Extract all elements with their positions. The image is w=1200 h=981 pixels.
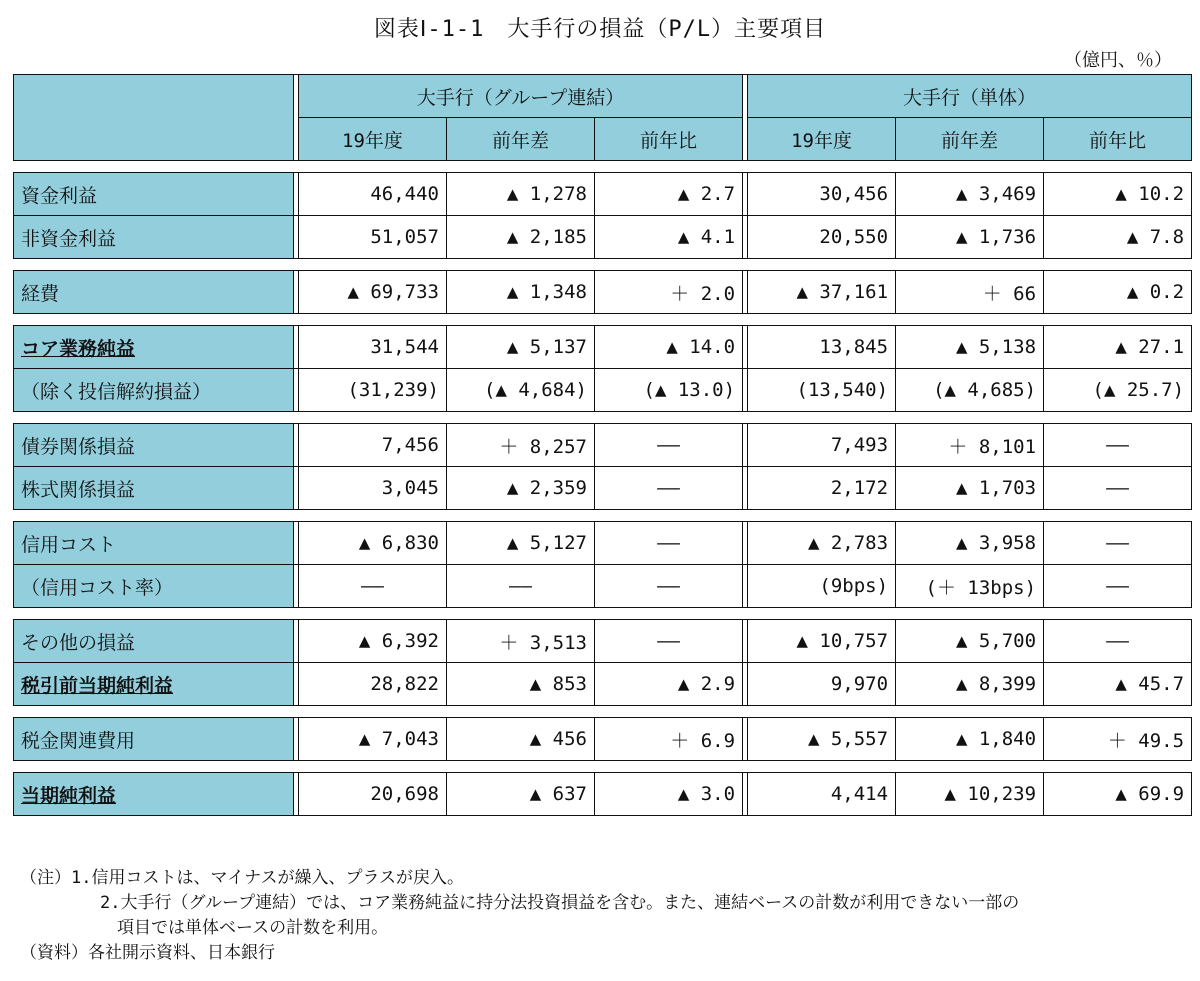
table-cell: 46,440 <box>299 173 447 216</box>
table-cell: ＋ 6.9 <box>595 718 743 761</box>
row-label: 資金利益 <box>14 173 294 216</box>
table-row <box>14 326 1192 369</box>
table-cell: ▲ 3,469 <box>896 173 1044 216</box>
group-header-single: 大手行（単体） <box>748 75 1192 118</box>
table-cell: ▲ 6,830 <box>299 522 447 565</box>
table-cell: ▲ 2,783 <box>748 522 896 565</box>
table-cell: 3,045 <box>299 467 447 510</box>
row-label: 税金関連費用 <box>14 718 294 761</box>
table-cell: ▲ 853 <box>447 663 595 706</box>
group-header-consolidated: 大手行（グループ連結） <box>299 75 743 118</box>
table-cell: 20,550 <box>748 216 896 259</box>
table-cell: ▲ 2,185 <box>447 216 595 259</box>
table-cell: 51,057 <box>299 216 447 259</box>
table-cell: 28,822 <box>299 663 447 706</box>
table-row <box>14 773 1192 816</box>
table-row <box>14 565 1192 608</box>
table-cell: ▲ 3,958 <box>896 522 1044 565</box>
col-header: 前年比 <box>595 118 743 161</box>
table-cell: ▲ 0.2 <box>1044 271 1192 314</box>
row-label: 株式関係損益 <box>14 467 294 510</box>
table-cell: ―― <box>595 467 743 510</box>
table-cell: ▲ 69,733 <box>299 271 447 314</box>
table-cell: ▲ 6,392 <box>299 620 447 663</box>
table-cell: ―― <box>1044 467 1192 510</box>
table-cell: ▲ 456 <box>447 718 595 761</box>
row-label: その他の損益 <box>14 620 294 663</box>
table-row <box>14 216 1192 259</box>
table-cell: 7,493 <box>748 424 896 467</box>
table-cell: ▲ 10,239 <box>896 773 1044 816</box>
table-cell: ▲ 69.9 <box>1044 773 1192 816</box>
table-cell: ▲ 7,043 <box>299 718 447 761</box>
row-label: 信用コスト <box>14 522 294 565</box>
table-cell: 7,456 <box>299 424 447 467</box>
table-cell: 9,970 <box>748 663 896 706</box>
table-cell: ＋ 8,257 <box>447 424 595 467</box>
table-cell: (▲ 4,685) <box>896 369 1044 412</box>
row-label: 税引前当期純利益 <box>14 663 294 706</box>
table-cell: ▲ 1,703 <box>896 467 1044 510</box>
table-cell: 31,544 <box>299 326 447 369</box>
row-label: 経費 <box>14 271 294 314</box>
table-row <box>14 522 1192 565</box>
table-cell: (9bps) <box>748 565 896 608</box>
table-cell: ▲ 27.1 <box>1044 326 1192 369</box>
table-cell: ▲ 10,757 <box>748 620 896 663</box>
table-cell: (＋ 13bps) <box>896 565 1044 608</box>
col-header: 前年差 <box>896 118 1044 161</box>
table-cell: ―― <box>595 565 743 608</box>
table-cell: 20,698 <box>299 773 447 816</box>
row-label: 当期純利益 <box>14 773 294 816</box>
row-label: 非資金利益 <box>14 216 294 259</box>
table-cell: ▲ 2.7 <box>595 173 743 216</box>
table-cell: ▲ 5,557 <box>748 718 896 761</box>
table-row <box>14 718 1192 761</box>
table-cell: (▲ 25.7) <box>1044 369 1192 412</box>
table-row <box>14 271 1192 314</box>
table-cell: 4,414 <box>748 773 896 816</box>
notes <box>20 866 1019 966</box>
table-cell: ▲ 5,138 <box>896 326 1044 369</box>
table-cell: ＋ 66 <box>896 271 1044 314</box>
page-title: 図表Ⅰ-1-1 大手行の損益（P/L）主要項目 <box>373 17 827 42</box>
row-label: コア業務純益 <box>14 326 294 369</box>
table-cell: 13,845 <box>748 326 896 369</box>
col-header: 前年比 <box>1044 118 1192 161</box>
table-cell: (13,540) <box>748 369 896 412</box>
table-cell: ▲ 7.8 <box>1044 216 1192 259</box>
table-cell: ＋ 8,101 <box>896 424 1044 467</box>
table-row <box>14 467 1192 510</box>
row-label: 債券関係損益 <box>14 424 294 467</box>
table-cell: ▲ 37,161 <box>748 271 896 314</box>
table-cell: ▲ 8,399 <box>896 663 1044 706</box>
table-cell: 30,456 <box>748 173 896 216</box>
col-header: 19年度 <box>748 118 896 161</box>
table-cell: ▲ 5,700 <box>896 620 1044 663</box>
table-cell: (31,239) <box>299 369 447 412</box>
table-cell: (▲ 4,684) <box>447 369 595 412</box>
table-row <box>14 173 1192 216</box>
row-label: （除く投信解約損益） <box>14 369 294 412</box>
table-cell: ―― <box>299 565 447 608</box>
table-cell: (▲ 13.0) <box>595 369 743 412</box>
table-row <box>14 424 1192 467</box>
table-cell: 2,172 <box>748 467 896 510</box>
note-1: （注）1.信用コストは、マイナスが繰入、プラスが戻入。 <box>20 868 464 888</box>
table-cell: ▲ 1,840 <box>896 718 1044 761</box>
table-cell: ▲ 637 <box>447 773 595 816</box>
row-label: （信用コスト率） <box>14 565 294 608</box>
table-cell: ―― <box>447 565 595 608</box>
table-cell: ＋ 3,513 <box>447 620 595 663</box>
table-cell: ▲ 1,736 <box>896 216 1044 259</box>
col-header: 19年度 <box>299 118 447 161</box>
table-cell: ▲ 5,127 <box>447 522 595 565</box>
note-source: （資料）各社開示資料、日本銀行 <box>20 943 275 963</box>
table-cell: ―― <box>595 522 743 565</box>
table-cell: ▲ 10.2 <box>1044 173 1192 216</box>
table-row <box>14 620 1192 663</box>
table-cell: ▲ 45.7 <box>1044 663 1192 706</box>
table-cell: ▲ 5,137 <box>447 326 595 369</box>
table-cell: ▲ 2.9 <box>595 663 743 706</box>
table-row <box>14 369 1192 412</box>
table-cell: ▲ 14.0 <box>595 326 743 369</box>
unit-label: （億円、％） <box>1064 50 1172 71</box>
note-2: 2.大手行（グループ連結）では、コア業務純益に持分法投資損益を含む。また、連結ベースの計数が利用できない一部の <box>100 893 1020 913</box>
table-body <box>14 173 1192 816</box>
note-2-cont: 項目では単体ベースの計数を利用。 <box>117 918 389 938</box>
table-cell: ―― <box>1044 522 1192 565</box>
table-cell: ―― <box>1044 565 1192 608</box>
table-cell: ▲ 2,359 <box>447 467 595 510</box>
table-cell: ―― <box>595 424 743 467</box>
table-cell: ―― <box>595 620 743 663</box>
table-cell: ▲ 1,278 <box>447 173 595 216</box>
table-cell: ▲ 3.0 <box>595 773 743 816</box>
table-cell: ＋ 2.0 <box>595 271 743 314</box>
table-cell: ▲ 1,348 <box>447 271 595 314</box>
table-cell: ―― <box>1044 620 1192 663</box>
table-cell: ＋ 49.5 <box>1044 718 1192 761</box>
pl-table <box>13 74 1192 816</box>
col-header: 前年差 <box>447 118 595 161</box>
header-corner <box>14 75 294 161</box>
table-cell: ▲ 4.1 <box>595 216 743 259</box>
table-cell: ―― <box>1044 424 1192 467</box>
table-row <box>14 663 1192 706</box>
